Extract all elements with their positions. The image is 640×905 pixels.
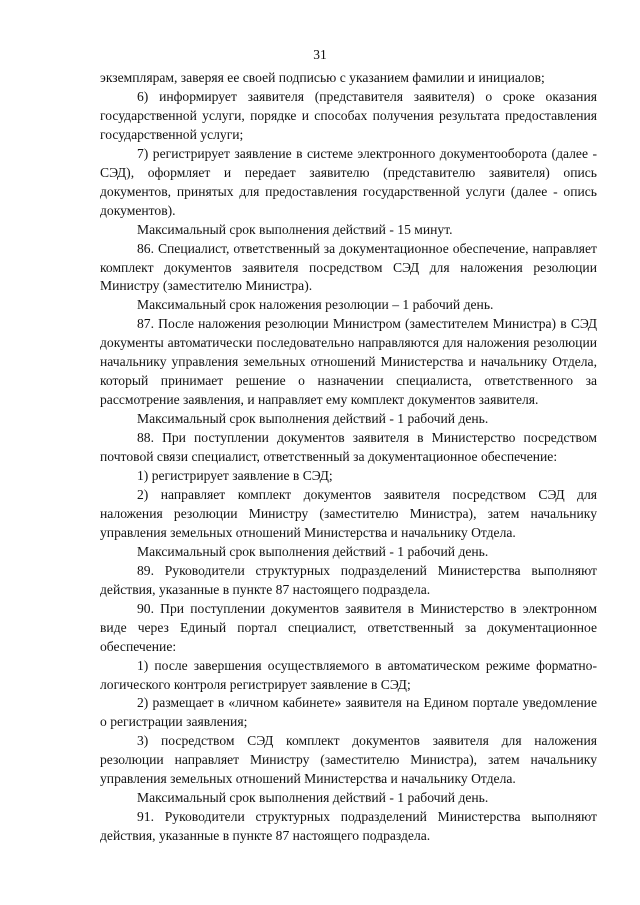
paragraph: 91. Руководители структурных подразделений Министерства выполняют действия, указанные в пункте 87 настоящего подраздела. bbox=[100, 809, 597, 844]
paragraph: Максимальный срок выполнения действий - 15 минут. bbox=[137, 221, 453, 237]
paragraph: 2) размещает в «личном кабинете» заявителя на Едином портале уведомление о регистрации заявления; bbox=[100, 695, 597, 730]
paragraph: 1) регистрирует заявление в СЭД; bbox=[137, 468, 333, 484]
paragraph: 89. Руководители структурных подразделений Министерства выполняют действия, указанные в пункте 87 настоящего подраздела. bbox=[100, 562, 597, 597]
page-number: 31 bbox=[313, 47, 327, 62]
paragraph: Максимальный срок выполнения действий - 1 рабочий день. bbox=[137, 790, 489, 806]
document-body bbox=[100, 69, 597, 846]
paragraph: Максимальный срок выполнения действий - 1 рабочий день. bbox=[137, 411, 489, 427]
paragraph: 90. При поступлении документов заявителя в Министерство в электронном виде через Единый портал специалист, ответственный за документационное обеспечение: bbox=[100, 600, 597, 654]
paragraph: 2) направляет комплект документов заявителя посредством СЭД для наложения резолюции Министру (заместителю Министра), затем начальнику управления земельных отношений Министерства и начальнику Отдела. bbox=[100, 486, 597, 540]
paragraph: 87. После наложения резолюции Министром (заместителем Министра) в СЭД документы автоматически последовательно направляются для наложения резолюции начальнику управления земельных отношений Министерства и начальнику Отдела, который принимает решение о назначении специалиста, ответственного за рассмотрение заявления, и направляет ему комплект документов заявителя. bbox=[100, 316, 597, 408]
paragraph: 1) после завершения осуществляемого в автоматическом режиме форматно-логического контроля регистрирует заявление в СЭД; bbox=[100, 657, 597, 692]
paragraph: Максимальный срок наложения резолюции – 1 рабочий день. bbox=[137, 297, 494, 313]
paragraph: 3) посредством СЭД комплект документов заявителя для наложения резолюции направляет Министру (заместителю Министра), затем начальнику управления земельных отношений Министерства и начальнику Отдела. bbox=[100, 733, 597, 787]
paragraph: 7) регистрирует заявление в системе электронного документооборота (далее - СЭД), оформляет и передает заявителю (представителю заявителя) опись документов, принятых для предоставления государственной услуги (далее - опись документов). bbox=[100, 145, 597, 218]
paragraph: Максимальный срок выполнения действий - 1 рабочий день. bbox=[137, 543, 489, 559]
paragraph: 88. При поступлении документов заявителя в Министерство посредством почтовой связи специалист, ответственный за документационное обеспечение: bbox=[100, 430, 597, 465]
paragraph-continuation: экземплярам, заверяя ее своей подписью с указанием фамилии и инициалов; bbox=[100, 70, 545, 85]
paragraph: 6) информирует заявителя (представителя заявителя) о сроке оказания государственной услуги, порядке и способах получения результата предоставления государственной услуги; bbox=[100, 88, 597, 142]
paragraph: 86. Специалист, ответственный за документационное обеспечение, направляет комплект документов заявителя посредством СЭД для наложения резолюции Министру (заместителю Министра). bbox=[100, 240, 597, 294]
